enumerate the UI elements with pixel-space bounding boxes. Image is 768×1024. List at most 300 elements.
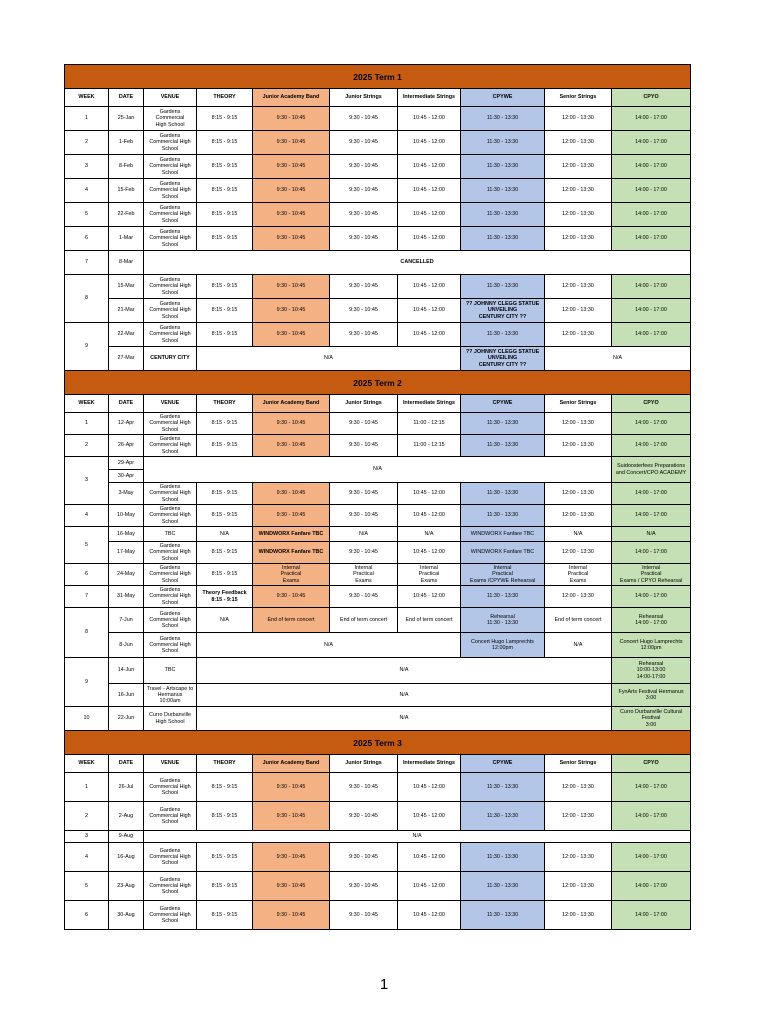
cell-week: 5 xyxy=(65,203,109,227)
cell-date: 12-Apr xyxy=(109,413,144,435)
column-header-week: WEEK xyxy=(65,395,109,413)
schedule-row xyxy=(65,707,691,731)
cell-theory: N/A xyxy=(197,527,253,542)
cell-week: 6 xyxy=(65,901,109,930)
schedule-row xyxy=(65,435,691,457)
cell-week: 2 xyxy=(65,131,109,155)
cell-date: 14-Jun xyxy=(109,658,144,684)
term-title: 2025 Term 1 xyxy=(65,65,691,89)
cell-junior-strings: 9:30 - 10:45 xyxy=(330,299,398,323)
cell-cpywe: 11:30 - 13:30 xyxy=(461,107,545,131)
cell-cpyo: 14:00 - 17:00 xyxy=(612,872,691,901)
cell-venue: N/A xyxy=(144,831,691,843)
cell-theory: 8:15 - 9:15 xyxy=(197,773,253,802)
cell-junior-strings: 9:30 - 10:45 xyxy=(330,413,398,435)
cell-week: 4 xyxy=(65,179,109,203)
cell-week: 1 xyxy=(65,413,109,435)
cell-venue: Gardens Commercial High School xyxy=(144,131,197,155)
cell-cpywe: WINDWORX Fanfare TBC xyxy=(461,542,545,564)
schedule-row xyxy=(65,251,691,275)
cell-cpywe: 11:30 - 13:30 xyxy=(461,872,545,901)
cell-junior-academy-band: 9:30 - 10:45 xyxy=(253,107,330,131)
cell-venue: Gardens Commercial High School xyxy=(144,483,197,505)
cell-week: 3 xyxy=(65,457,109,505)
cell-junior-strings: 9:30 - 10:45 xyxy=(330,179,398,203)
cell-cpyo: 14:00 - 17:00 xyxy=(612,901,691,930)
cell-junior-academy-band: 9:30 - 10:45 xyxy=(253,227,330,251)
cell-theory: 8:15 - 9:15 xyxy=(197,107,253,131)
cell-senior-strings: 12:00 - 13:30 xyxy=(545,323,612,347)
cell-junior-strings: 9:30 - 10:45 xyxy=(330,435,398,457)
cell-week: 6 xyxy=(65,564,109,586)
cell-date: 22-Feb xyxy=(109,203,144,227)
column-header-cpywe: CPYWE xyxy=(461,395,545,413)
cell-intermediate-strings: 10:45 - 12:00 xyxy=(398,542,461,564)
cell-theory: N/A xyxy=(197,347,461,371)
cell-venue: Gardens Commercial High School xyxy=(144,773,197,802)
cell-date: 31-May xyxy=(109,586,144,608)
cell-senior-strings: 12:00 - 13:30 xyxy=(545,413,612,435)
cell-theory: 8:15 - 9:15 xyxy=(197,435,253,457)
cell-intermediate-strings: Internal Practical Exams xyxy=(398,564,461,586)
cell-junior-strings: Internal Practical Exams xyxy=(330,564,398,586)
cell-date: 16-Aug xyxy=(109,843,144,872)
cell-cpyo: 14:00 - 17:00 xyxy=(612,483,691,505)
cell-junior-academy-band: 9:30 - 10:45 xyxy=(253,435,330,457)
cell-date: 8-Feb xyxy=(109,155,144,179)
cell-junior-academy-band: 9:30 - 10:45 xyxy=(253,275,330,299)
term-title: 2025 Term 3 xyxy=(65,731,691,755)
cell-senior-strings: 12:00 - 13:30 xyxy=(545,542,612,564)
schedule-row xyxy=(65,179,691,203)
cell-junior-academy-band: Internal Practical Exams xyxy=(253,564,330,586)
cell-theory: 8:15 - 9:15 xyxy=(197,179,253,203)
cell-theory: 8:15 - 9:15 xyxy=(197,872,253,901)
cell-date: 25-Jan xyxy=(109,107,144,131)
cell-junior-strings: 9:30 - 10:45 xyxy=(330,203,398,227)
cell-junior-strings: 9:30 - 10:45 xyxy=(330,542,398,564)
cell-venue: Gardens Commercial High School xyxy=(144,227,197,251)
cell-intermediate-strings: 10:45 - 12:00 xyxy=(398,483,461,505)
column-header-week: WEEK xyxy=(65,755,109,773)
cell-theory: 8:15 - 9:15 xyxy=(197,227,253,251)
cell-senior-strings: 12:00 - 13:30 xyxy=(545,505,612,527)
cell-cpywe: ?? JOHNNY CLEGG STATUE UNVEILING CENTURY CITY ?? xyxy=(461,299,545,323)
cell-senior-strings: 12:00 - 13:30 xyxy=(545,843,612,872)
cell-senior-strings: 12:00 - 13:30 xyxy=(545,155,612,179)
cell-junior-strings: 9:30 - 10:45 xyxy=(330,773,398,802)
cell-cpyo: 14:00 - 17:00 xyxy=(612,203,691,227)
column-header-date: DATE xyxy=(109,89,144,107)
cell-junior-academy-band: 9:30 - 10:45 xyxy=(253,179,330,203)
column-header-junior-academy-band: Junior Academy Band xyxy=(253,755,330,773)
cell-junior-academy-band: 9:30 - 10:45 xyxy=(253,872,330,901)
cell-cpyo: FynArts Festival Hermanus 3:00 xyxy=(612,684,691,707)
cell-week: 5 xyxy=(65,527,109,564)
cell-venue: Gardens Commercial High School xyxy=(144,299,197,323)
cell-intermediate-strings: 10:45 - 12:00 xyxy=(398,843,461,872)
cell-cpyo: Suidoosterfees Preparations and Concert/CPO ACADEMY xyxy=(612,457,691,483)
cell-cpyo: Concert Hugo Lamprechts 12:00pm xyxy=(612,633,691,658)
column-header-theory: THEORY xyxy=(197,755,253,773)
cell-venue: N/A xyxy=(144,457,612,483)
cell-date: 1-Feb xyxy=(109,131,144,155)
cell-venue: Gardens Commercial High School xyxy=(144,505,197,527)
cell-junior-strings: 9:30 - 10:45 xyxy=(330,586,398,608)
cell-senior-strings: 12:00 - 13:30 xyxy=(545,586,612,608)
cell-date: 27-Mar xyxy=(109,347,144,371)
cell-date: 29-Apr xyxy=(109,457,144,470)
schedule-table xyxy=(64,64,691,930)
cell-senior-strings: 12:00 - 13:30 xyxy=(545,872,612,901)
cell-cpyo: 14:00 - 17:00 xyxy=(612,131,691,155)
column-header-cpyo: CPYO xyxy=(612,755,691,773)
cell-date: 7-Jun xyxy=(109,608,144,633)
cell-venue: Gardens Commercial High School xyxy=(144,564,197,586)
cell-venue: Gardens Commercial High School xyxy=(144,203,197,227)
schedule-row xyxy=(65,505,691,527)
cell-intermediate-strings: 11:00 - 12:15 xyxy=(398,435,461,457)
cell-intermediate-strings: 10:45 - 12:00 xyxy=(398,131,461,155)
schedule-row xyxy=(65,131,691,155)
column-header-venue: VENUE xyxy=(144,755,197,773)
cell-junior-strings: 9:30 - 10:45 xyxy=(330,131,398,155)
cell-cpywe: Internal Practical Exams /CPYWE Rehearsal xyxy=(461,564,545,586)
cell-cpyo: N/A xyxy=(612,527,691,542)
schedule-row xyxy=(65,773,691,802)
cell-theory: 8:15 - 9:15 xyxy=(197,843,253,872)
cell-intermediate-strings: 10:45 - 12:00 xyxy=(398,179,461,203)
cell-junior-academy-band: 9:30 - 10:45 xyxy=(253,901,330,930)
cell-cpywe: 11:30 - 13:30 xyxy=(461,275,545,299)
cell-venue: TBC xyxy=(144,527,197,542)
cell-senior-strings: 12:00 - 13:30 xyxy=(545,131,612,155)
cell-cpyo: Internal Practical Exams / CPYO Rehearsal xyxy=(612,564,691,586)
column-header-senior-strings: Senior Strings xyxy=(545,89,612,107)
cell-venue: Gardens Commercial High School xyxy=(144,843,197,872)
cell-date: 3-May xyxy=(109,483,144,505)
cell-intermediate-strings: 10:45 - 12:00 xyxy=(398,586,461,608)
cell-date: 8-Mar xyxy=(109,251,144,275)
cell-cpywe: 11:30 - 13:30 xyxy=(461,179,545,203)
cell-junior-academy-band: 9:30 - 10:45 xyxy=(253,773,330,802)
cell-theory: 8:15 - 9:15 xyxy=(197,564,253,586)
cell-date: 22-Jun xyxy=(109,707,144,731)
cell-junior-strings: 9:30 - 10:45 xyxy=(330,872,398,901)
schedule-row xyxy=(65,107,691,131)
cell-theory: 8:15 - 9:15 xyxy=(197,802,253,831)
schedule-row xyxy=(65,299,691,323)
cell-junior-strings: 9:30 - 10:45 xyxy=(330,843,398,872)
cell-intermediate-strings: 10:45 - 12:00 xyxy=(398,155,461,179)
page-number: 1 xyxy=(379,976,389,993)
cell-intermediate-strings: 10:45 - 12:00 xyxy=(398,203,461,227)
cell-cpyo: 14:00 - 17:00 xyxy=(612,586,691,608)
cell-theory: 8:15 - 9:15 xyxy=(197,901,253,930)
cell-senior-strings: End of term concert xyxy=(545,608,612,633)
cell-date: 30-Apr xyxy=(109,470,144,483)
cell-cpywe: 11:30 - 13:30 xyxy=(461,413,545,435)
cell-junior-academy-band: 9:30 - 10:45 xyxy=(253,413,330,435)
cell-cpywe: 11:30 - 13:30 xyxy=(461,131,545,155)
cell-cpywe: 11:30 - 13:30 xyxy=(461,227,545,251)
cell-junior-academy-band: 9:30 - 10:45 xyxy=(253,802,330,831)
cell-week: 1 xyxy=(65,773,109,802)
cell-venue: Gardens Commercial High School xyxy=(144,802,197,831)
cell-date: 26-Jul xyxy=(109,773,144,802)
cell-week: 2 xyxy=(65,435,109,457)
column-header-junior-academy-band: Junior Academy Band xyxy=(253,89,330,107)
cell-senior-strings: 12:00 - 13:30 xyxy=(545,483,612,505)
cell-junior-strings: 9:30 - 10:45 xyxy=(330,155,398,179)
column-header-senior-strings: Senior Strings xyxy=(545,395,612,413)
cell-date: 26-Apr xyxy=(109,435,144,457)
cell-week: 3 xyxy=(65,831,109,843)
column-header-week: WEEK xyxy=(65,89,109,107)
cell-senior-strings: 12:00 - 13:30 xyxy=(545,107,612,131)
schedule-row xyxy=(65,608,691,633)
cell-date: 1-Mar xyxy=(109,227,144,251)
cell-theory: 8:15 - 9:15 xyxy=(197,483,253,505)
cell-cpyo: Rehearsal 10:00-13:00 14:00-17:00 xyxy=(612,658,691,684)
cell-venue: Travel - Artscape to Hermanus 10:00am xyxy=(144,684,197,707)
column-header-row xyxy=(65,755,691,773)
cell-week: 8 xyxy=(65,608,109,658)
cell-senior-strings: 12:00 - 13:30 xyxy=(545,901,612,930)
cell-venue: Gardens Commercial High School xyxy=(144,107,197,131)
schedule-row xyxy=(65,586,691,608)
cell-intermediate-strings: End of term concert xyxy=(398,608,461,633)
cell-cpywe: 11:30 - 13:30 xyxy=(461,843,545,872)
cell-venue: Gardens Commercial High School xyxy=(144,179,197,203)
cell-venue: Gardens Commercial High School xyxy=(144,542,197,564)
column-header-date: DATE xyxy=(109,395,144,413)
schedule-row xyxy=(65,155,691,179)
cell-intermediate-strings: 10:45 - 12:00 xyxy=(398,872,461,901)
cell-theory: N/A xyxy=(197,608,253,633)
cell-intermediate-strings: 10:45 - 12:00 xyxy=(398,773,461,802)
cell-venue: TBC xyxy=(144,658,197,684)
cell-cpyo: 14:00 - 17:00 xyxy=(612,227,691,251)
cell-senior-strings: 12:00 - 13:30 xyxy=(545,299,612,323)
cell-cpyo: 14:00 - 17:00 xyxy=(612,275,691,299)
cell-theory: 8:15 - 9:15 xyxy=(197,542,253,564)
cell-intermediate-strings: 10:45 - 12:00 xyxy=(398,107,461,131)
cell-cpyo: 14:00 - 17:00 xyxy=(612,179,691,203)
cell-cpyo: 14:00 - 17:00 xyxy=(612,155,691,179)
cell-senior-strings: 12:00 - 13:30 xyxy=(545,773,612,802)
cell-date: 15-Mar xyxy=(109,275,144,299)
column-header-cpywe: CPYWE xyxy=(461,89,545,107)
cell-cpyo: 14:00 - 17:00 xyxy=(612,107,691,131)
cell-date: 17-May xyxy=(109,542,144,564)
cell-theory: 8:15 - 9:15 xyxy=(197,413,253,435)
cell-junior-strings: End of term concert xyxy=(330,608,398,633)
cell-venue: Gardens Commercial High School xyxy=(144,901,197,930)
cell-theory: 8:15 - 9:15 xyxy=(197,323,253,347)
schedule-row xyxy=(65,227,691,251)
schedule-row xyxy=(65,564,691,586)
cell-date: 8-Jun xyxy=(109,633,144,658)
cell-cpywe: 11:30 - 13:30 xyxy=(461,586,545,608)
cell-venue: CANCELLED xyxy=(144,251,691,275)
cell-week: 7 xyxy=(65,586,109,608)
cell-cpyo: 14:00 - 17:00 xyxy=(612,413,691,435)
cell-theory: 8:15 - 9:15 xyxy=(197,275,253,299)
cell-junior-strings: 9:30 - 10:45 xyxy=(330,505,398,527)
cell-intermediate-strings: 10:45 - 12:00 xyxy=(398,505,461,527)
cell-week: 1 xyxy=(65,107,109,131)
cell-cpywe: 11:30 - 13:30 xyxy=(461,901,545,930)
column-header-cpyo: CPYO xyxy=(612,395,691,413)
cell-intermediate-strings: 10:45 - 12:00 xyxy=(398,323,461,347)
cell-cpyo: 14:00 - 17:00 xyxy=(612,299,691,323)
cell-date: 23-Aug xyxy=(109,872,144,901)
cell-senior-strings: Internal Practical Exams xyxy=(545,564,612,586)
column-header-junior-strings: Junior Strings xyxy=(330,89,398,107)
cell-junior-academy-band: 9:30 - 10:45 xyxy=(253,299,330,323)
cell-senior-strings: N/A xyxy=(545,633,612,658)
schedule-row xyxy=(65,872,691,901)
schedule-row xyxy=(65,275,691,299)
column-header-date: DATE xyxy=(109,755,144,773)
cell-date: 9-Aug xyxy=(109,831,144,843)
cell-week: 5 xyxy=(65,872,109,901)
schedule-row xyxy=(65,527,691,542)
cell-venue: Gardens Commercial High School xyxy=(144,323,197,347)
cell-venue: Curro Durbanville High School xyxy=(144,707,197,731)
schedule-row xyxy=(65,483,691,505)
cell-venue: Gardens Commercial High School xyxy=(144,608,197,633)
column-header-senior-strings: Senior Strings xyxy=(545,755,612,773)
cell-cpyo: 14:00 - 17:00 xyxy=(612,843,691,872)
cell-junior-academy-band: WINDWORX Fanfare TBC xyxy=(253,542,330,564)
cell-date: 2-Aug xyxy=(109,802,144,831)
cell-theory: 8:15 - 9:15 xyxy=(197,203,253,227)
cell-venue: Gardens Commercial High School xyxy=(144,413,197,435)
schedule-row xyxy=(65,347,691,371)
column-header-theory: THEORY xyxy=(197,395,253,413)
cell-intermediate-strings: 11:00 - 12:15 xyxy=(398,413,461,435)
schedule-row xyxy=(65,901,691,930)
cell-cpyo: Rehearsal 14:00 - 17:00 xyxy=(612,608,691,633)
cell-cpywe: 11:30 - 13:30 xyxy=(461,323,545,347)
term-title-row xyxy=(65,65,691,89)
cell-week: 10 xyxy=(65,707,109,731)
cell-week: 9 xyxy=(65,323,109,371)
cell-junior-academy-band: End of term concert xyxy=(253,608,330,633)
cell-venue: Gardens Commercial High School xyxy=(144,586,197,608)
cell-senior-strings: 12:00 - 13:30 xyxy=(545,435,612,457)
cell-junior-strings: 9:30 - 10:45 xyxy=(330,275,398,299)
cell-week: 2 xyxy=(65,802,109,831)
cell-senior-strings: 12:00 - 13:30 xyxy=(545,275,612,299)
cell-venue: Gardens Commercial High School xyxy=(144,872,197,901)
cell-theory: 8:15 - 9:15 xyxy=(197,155,253,179)
column-header-junior-strings: Junior Strings xyxy=(330,395,398,413)
cell-cpywe: 11:30 - 13:30 xyxy=(461,203,545,227)
cell-date: 10-May xyxy=(109,505,144,527)
cell-intermediate-strings: 10:45 - 12:00 xyxy=(398,299,461,323)
cell-cpyo: 14:00 - 17:00 xyxy=(612,505,691,527)
cell-date: 21-Mar xyxy=(109,299,144,323)
cell-senior-strings: N/A xyxy=(545,527,612,542)
cell-venue: Gardens Commercial High School xyxy=(144,435,197,457)
column-header-junior-academy-band: Junior Academy Band xyxy=(253,395,330,413)
cell-venue: Gardens Commercial High School xyxy=(144,275,197,299)
cell-date: 15-Feb xyxy=(109,179,144,203)
cell-date: 16-Jun xyxy=(109,684,144,707)
cell-cpywe: 11:30 - 13:30 xyxy=(461,483,545,505)
term-title: 2025 Term 2 xyxy=(65,371,691,395)
cell-week: 4 xyxy=(65,843,109,872)
cell-junior-strings: 9:30 - 10:45 xyxy=(330,483,398,505)
cell-intermediate-strings: 10:45 - 12:00 xyxy=(398,227,461,251)
cell-senior-strings: 12:00 - 13:30 xyxy=(545,179,612,203)
cell-cpywe: Rehearsal 11:30 - 13:30 xyxy=(461,608,545,633)
column-header-cpyo: CPYO xyxy=(612,89,691,107)
cell-junior-academy-band: 9:30 - 10:45 xyxy=(253,155,330,179)
cell-week: 4 xyxy=(65,505,109,527)
cell-intermediate-strings: 10:45 - 12:00 xyxy=(398,901,461,930)
column-header-intermediate-strings: Intermediate Strings xyxy=(398,755,461,773)
cell-venue: CENTURY CITY xyxy=(144,347,197,371)
cell-cpywe: 11:30 - 13:30 xyxy=(461,435,545,457)
cell-week: 9 xyxy=(65,658,109,707)
cell-theory: Theory Feedback 8:15 - 9:15 xyxy=(197,586,253,608)
cell-junior-strings: 9:30 - 10:45 xyxy=(330,802,398,831)
cell-date: 24-May xyxy=(109,564,144,586)
cell-junior-academy-band: 9:30 - 10:45 xyxy=(253,586,330,608)
schedule-row xyxy=(65,831,691,843)
cell-theory: N/A xyxy=(197,707,612,731)
cell-senior-strings: 12:00 - 13:30 xyxy=(545,203,612,227)
cell-cpywe: ?? JOHNNY CLEGG STATUE UNVEILING CENTURY CITY ?? xyxy=(461,347,545,371)
cell-junior-academy-band: 9:30 - 10:45 xyxy=(253,483,330,505)
cell-cpyo: 14:00 - 17:00 xyxy=(612,435,691,457)
column-header-venue: VENUE xyxy=(144,89,197,107)
cell-junior-academy-band: 9:30 - 10:45 xyxy=(253,323,330,347)
cell-junior-academy-band: 9:30 - 10:45 xyxy=(253,203,330,227)
cell-week: 7 xyxy=(65,251,109,275)
cell-cpywe: Concert Hugo Lamprechts 12:00pm xyxy=(461,633,545,658)
cell-intermediate-strings: 10:45 - 12:00 xyxy=(398,802,461,831)
cell-cpyo: 14:00 - 17:00 xyxy=(612,542,691,564)
schedule-row xyxy=(65,684,691,707)
cell-senior-strings: 12:00 - 13:30 xyxy=(545,802,612,831)
cell-date: 22-Mar xyxy=(109,323,144,347)
cell-senior-strings: 12:00 - 13:30 xyxy=(545,227,612,251)
cell-theory: 8:15 - 9:15 xyxy=(197,505,253,527)
cell-junior-academy-band: 9:30 - 10:45 xyxy=(253,505,330,527)
column-header-cpywe: CPYWE xyxy=(461,755,545,773)
cell-venue: Gardens Commercial High School xyxy=(144,155,197,179)
cell-week: 3 xyxy=(65,155,109,179)
schedule-row xyxy=(65,323,691,347)
column-header-intermediate-strings: Intermediate Strings xyxy=(398,395,461,413)
cell-cpywe: WINDWORX Fanfare TBC xyxy=(461,527,545,542)
schedule-row xyxy=(65,658,691,684)
schedule-row xyxy=(65,542,691,564)
cell-week: 6 xyxy=(65,227,109,251)
cell-junior-academy-band: WINDWORX Fanfare TBC xyxy=(253,527,330,542)
schedule-row xyxy=(65,802,691,831)
cell-junior-academy-band: 9:30 - 10:45 xyxy=(253,843,330,872)
cell-cpywe: 11:30 - 13:30 xyxy=(461,773,545,802)
cell-cpywe: 11:30 - 13:30 xyxy=(461,802,545,831)
cell-junior-strings: 9:30 - 10:45 xyxy=(330,323,398,347)
cell-theory: N/A xyxy=(197,658,612,684)
